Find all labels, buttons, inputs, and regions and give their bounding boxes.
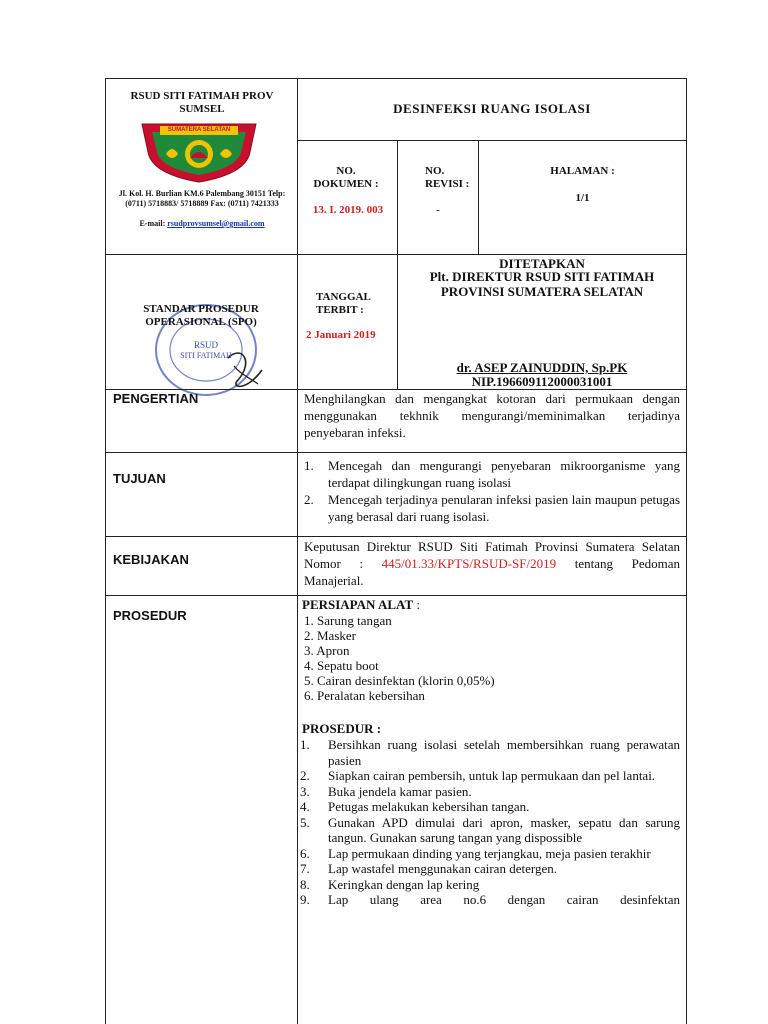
prosedur-item: [300, 737, 680, 768]
halaman-label: HALAMAN :: [550, 165, 615, 177]
signer-nip: NIP.196609112000031001: [471, 374, 613, 389]
email-link[interactable]: rsudprovsumsel@gmail.com: [167, 219, 265, 228]
stamp-text-mid: SITI FATIMAH: [180, 351, 232, 360]
tujuan-item-num: 2.: [304, 492, 314, 507]
email-label: E-mail:: [139, 219, 166, 228]
prosedur-item: [300, 768, 680, 784]
logo-banner: SUMATERA SELATAN: [167, 127, 231, 133]
alat-item: [304, 688, 680, 703]
signer-name: dr. ASEP ZAINUDDIN, Sp.PK: [456, 360, 628, 375]
alat-item-text: Cairan desinfektan (klorin 0,05%): [317, 673, 495, 688]
tujuan-list: [304, 457, 680, 525]
prosedur-item-num: 8.: [300, 876, 310, 892]
prosedur-label: PROSEDUR: [113, 608, 187, 623]
prosedur-item-num: 2.: [300, 768, 310, 783]
alat-item: [304, 673, 680, 688]
alat-item-text: Apron: [316, 643, 350, 658]
kebijakan-text: [304, 538, 680, 589]
prosedur-item: [300, 799, 680, 815]
prosedur-item-text: Petugas melakukan kebersihan tangan.: [328, 799, 530, 814]
kebijakan-text-before: Keputusan Direktur RSUD Siti Fatimah Provinsi Sumatera Selatan Nomor :: [304, 539, 680, 571]
tujuan-label-cell: [105, 452, 298, 537]
prosedur-item: [300, 861, 680, 877]
stamp-text-top: RSUD: [193, 340, 218, 350]
revisi-cell: [397, 140, 479, 255]
prosedur-item-num: 7.: [300, 861, 310, 876]
prosedur-item-text: Gunakan APD dimulai dari apron, masker, sepatu dan sarung tangun. Gunakan sarung tangan yang dispossible: [328, 814, 680, 845]
prosedur-item-text: Lap permukaan dinding yang terjangkau, meja pasien terakhir: [328, 845, 651, 861]
alat-heading-colon: :: [413, 597, 420, 612]
prosedur-item-num: 1.: [300, 737, 310, 752]
hospital-address: Jl. Kol. H. Burlian KM.6 Palembang 30151 Telp: (0711) 5718883/ 5718889 Fax: (0711) 7421333: [118, 189, 286, 208]
alat-item: [304, 628, 680, 643]
tujuan-label: TUJUAN: [113, 471, 166, 486]
kebijakan-text-after: tentang Pedoman Manajerial.: [304, 556, 680, 588]
prosedur-item-num: 6.: [300, 845, 310, 861]
ditetapkan-heading: DITETAPKAN: [499, 256, 585, 271]
hospital-email-line: [110, 219, 294, 229]
spo-label: STANDAR PROSEDUR OPERASIONAL (SPO): [143, 303, 259, 328]
alat-item-num: 5.: [304, 673, 314, 688]
alat-item-num: 1.: [304, 613, 314, 628]
alat-item-text: Sarung tangan: [317, 613, 392, 628]
prosedur-item-text: Bersihkan ruang isolasi setelah membersihkan ruang perawatan pasien: [328, 737, 680, 768]
revisi-value: -: [436, 204, 440, 216]
alat-list: [304, 613, 680, 703]
prosedur-list: [300, 737, 680, 908]
prosedur-item-text: Keringkan dengan lap kering: [328, 876, 480, 892]
doc-no-value: 13. I. 2019. 003: [312, 204, 384, 216]
prosedur-item: [300, 784, 680, 800]
tanggal-cell: [297, 254, 398, 390]
doc-no-cell: [297, 140, 398, 255]
document-title: DESINFEKSI RUANG ISOLASI: [393, 101, 591, 116]
direktur-line-1: Plt. DIREKTUR RSUD SITI FATIMAH: [429, 269, 655, 284]
tujuan-item: [304, 457, 680, 491]
alat-item: [304, 658, 680, 673]
prosedur-item-num: 3.: [300, 783, 310, 799]
alat-item: [304, 613, 680, 628]
prosedur-item-text: Siapkan cairan pembersih, untuk lap permukaan dan pel lantai.: [328, 768, 656, 783]
prosedur-item: [300, 892, 680, 908]
alat-item: [304, 643, 680, 658]
prosedur-item: [300, 815, 680, 846]
prosedur-item-num: 5.: [300, 814, 310, 830]
pengertian-text: Menghilangkan dan mengangkat kotoran dari permukaan dengan menggunakan tekhnik mengurangi/meminimalkan terjadinya penyebaran infeksi.: [304, 391, 680, 440]
prosedur-item-num: 9.: [300, 892, 310, 907]
kebijakan-label: KEBIJAKAN: [113, 552, 189, 567]
prosedur-item: [300, 877, 680, 893]
alat-item-text: Sepatu boot: [317, 658, 379, 673]
prosedur-item: [300, 846, 680, 862]
alat-item-num: 6.: [304, 688, 314, 703]
prosedur-item-num: 4.: [300, 799, 310, 814]
prosedur-item-text: Buka jendela kamar pasien.: [328, 783, 472, 799]
revisi-label: NO. REVISI :: [425, 165, 470, 190]
prosedur-item-text: Lap wastafel menggunakan cairan detergen.: [328, 861, 557, 876]
tanggal-value: 2 Januari 2019: [306, 329, 376, 341]
alat-item-text: Masker: [317, 628, 356, 643]
alat-item-text: Peralatan kebersihan: [317, 688, 425, 703]
prosedur-item-text: Lap ulang area no.6 dengan cairan desinfektan: [328, 892, 680, 907]
hospital-name: RSUD SITI FATIMAH PROV SUMSEL: [130, 90, 274, 115]
pengertian-label: PENGERTIAN: [113, 391, 199, 406]
alat-heading-text: PERSIAPAN ALAT: [302, 597, 414, 612]
prosedur-heading: PROSEDUR :: [302, 721, 382, 736]
direktur-line-2: PROVINSI SUMATERA SELATAN: [440, 284, 644, 299]
alat-item-num: 4.: [304, 658, 314, 673]
doc-no-label: NO. DOKUMEN :: [313, 165, 379, 190]
alat-item-num: 2.: [304, 628, 314, 643]
alat-heading: [302, 597, 420, 613]
prosedur-label-cell: [105, 595, 298, 1024]
halaman-value: 1/1: [575, 192, 590, 204]
province-logo: [138, 118, 260, 184]
tujuan-item: [304, 491, 680, 525]
tujuan-item-text: Mencegah terjadinya penularan infeksi pasien lain maupun petugas yang berasal dari ruang isolasi.: [328, 492, 680, 524]
tujuan-item-text: Mencegah dan mengurangi penyebaran mikroorganisme yang terdapat dilingkungan ruang isolasi: [328, 458, 680, 490]
kebijakan-nomor: 445/01.33/KPTS/RSUD-SF/2019: [381, 556, 557, 571]
tanggal-label: TANGGAL TERBIT :: [316, 291, 371, 316]
tujuan-item-num: 1.: [304, 458, 314, 473]
alat-item-num: 3.: [304, 643, 314, 658]
